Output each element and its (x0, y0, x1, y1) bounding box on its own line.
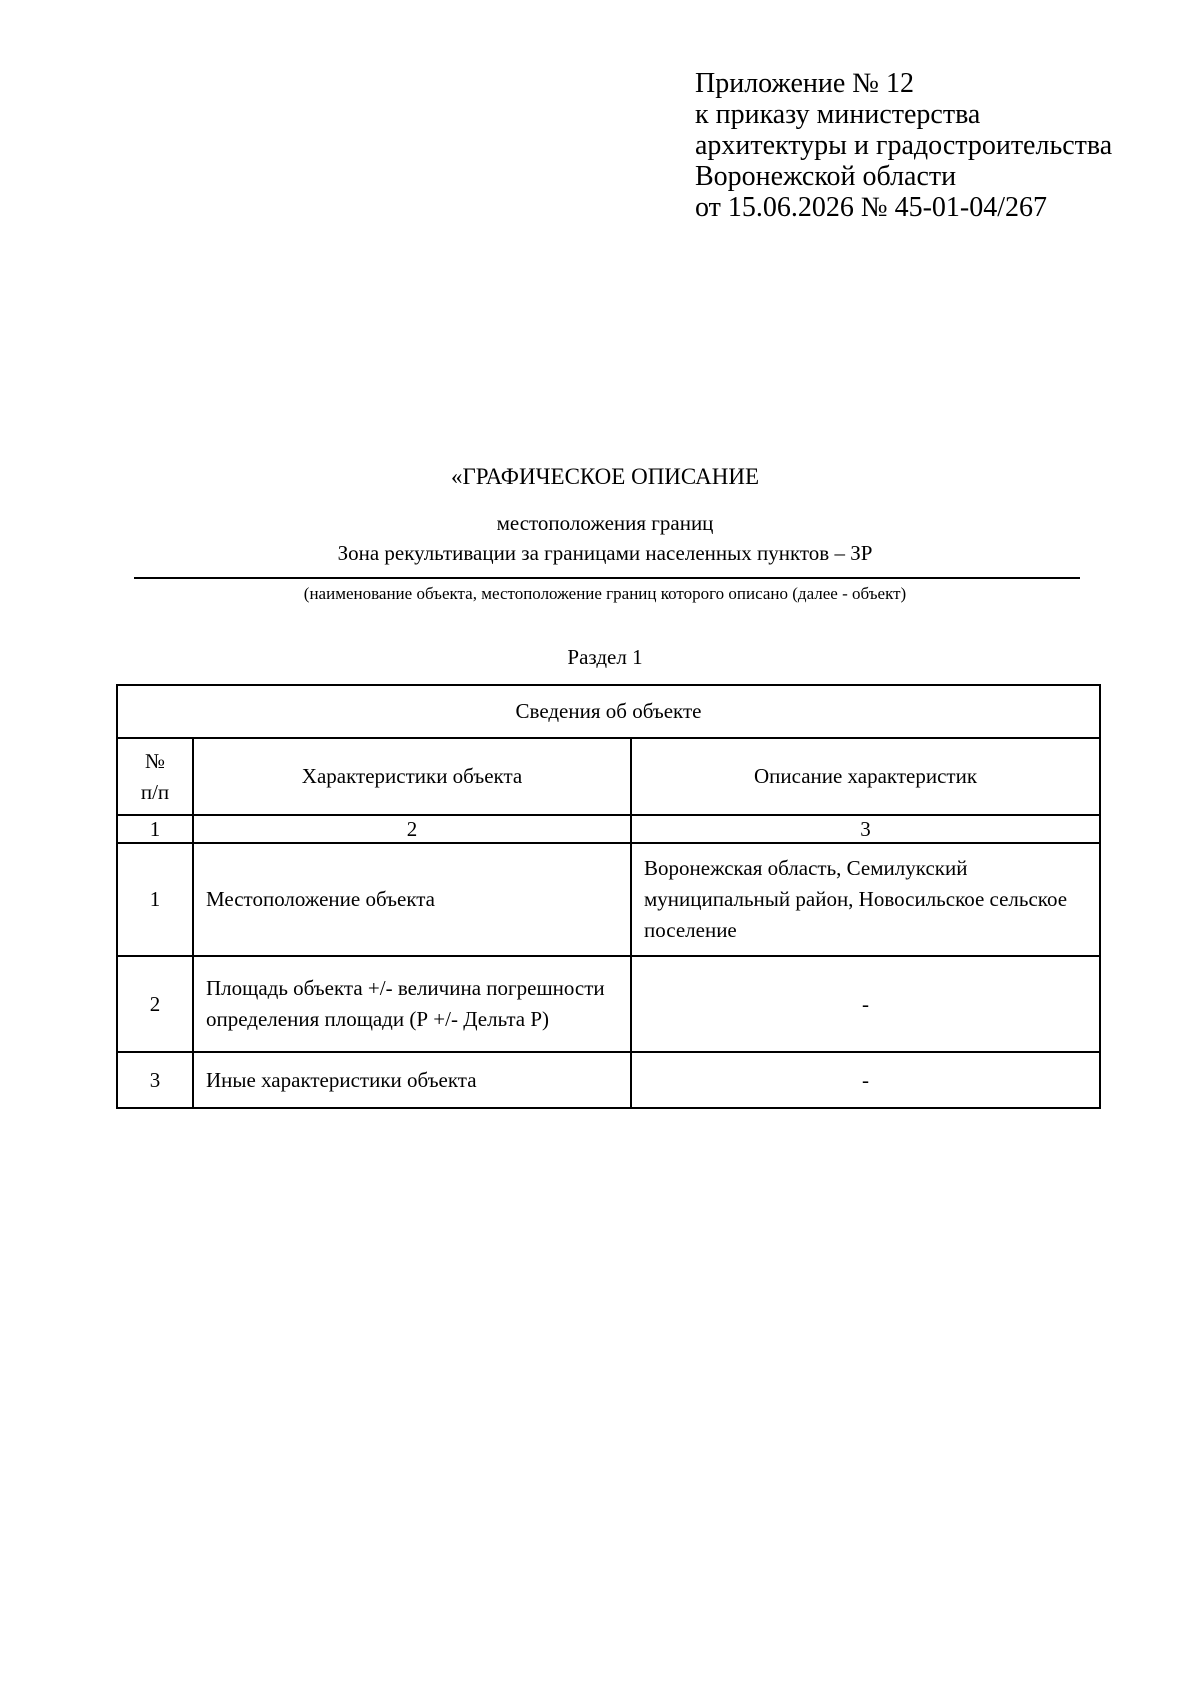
appendix-block (695, 68, 1112, 223)
row-number: 1 (117, 843, 193, 956)
row-number: 2 (117, 956, 193, 1052)
section-title: Раздел 1 (567, 645, 643, 669)
table-row (117, 1052, 1100, 1108)
header-number (117, 738, 193, 815)
column-number-row (117, 815, 1100, 843)
table-row (117, 956, 1100, 1052)
appendix-line: Воронежской области (695, 161, 957, 192)
header-characteristic: Характеристики объекта (193, 738, 631, 815)
header-number-line2: п/п (140, 779, 170, 804)
object-info-table (116, 684, 1101, 1109)
row-description: - (631, 1052, 1100, 1108)
column-number: 2 (193, 815, 631, 843)
table-row (117, 843, 1100, 956)
appendix-line: к приказу министерства (695, 99, 981, 130)
appendix-line: от 15.06.2026 № 45-01-04/267 (695, 192, 1048, 223)
row-characteristic: Иные характеристики объекта (193, 1052, 631, 1108)
column-number: 1 (117, 815, 193, 843)
header-description: Описание характеристик (631, 738, 1100, 815)
row-number: 3 (117, 1052, 193, 1108)
row-description: Воронежская область, Семилукский муниципальный район, Новосильское сельское поселение (631, 843, 1100, 956)
row-characteristic: Площадь объекта +/- величина погрешности определения площади (Р +/- Дельта Р) (193, 956, 631, 1052)
row-characteristic: Местоположение объекта (193, 843, 631, 956)
document-title: «ГРАФИЧЕСКОЕ ОПИСАНИЕ (450, 464, 759, 489)
table-header-row (117, 738, 1100, 815)
underline-divider (134, 577, 1080, 579)
table-caption-row (117, 685, 1100, 738)
row-description: - (631, 956, 1100, 1052)
appendix-line: архитектуры и градостроительства (695, 130, 1113, 161)
object-name: Зона рекультивации за границами населенных пунктов – ЗР (337, 541, 873, 565)
appendix-line: Приложение № 12 (695, 68, 914, 99)
column-number: 3 (631, 815, 1100, 843)
object-name-caption: (наименование объекта, местоположение границ которого описано (далее - объект) (303, 584, 907, 603)
document-subtitle: местоположения границ (496, 511, 714, 535)
header-number-line1: № (144, 748, 166, 773)
table-caption: Сведения об объекте (117, 685, 1100, 738)
